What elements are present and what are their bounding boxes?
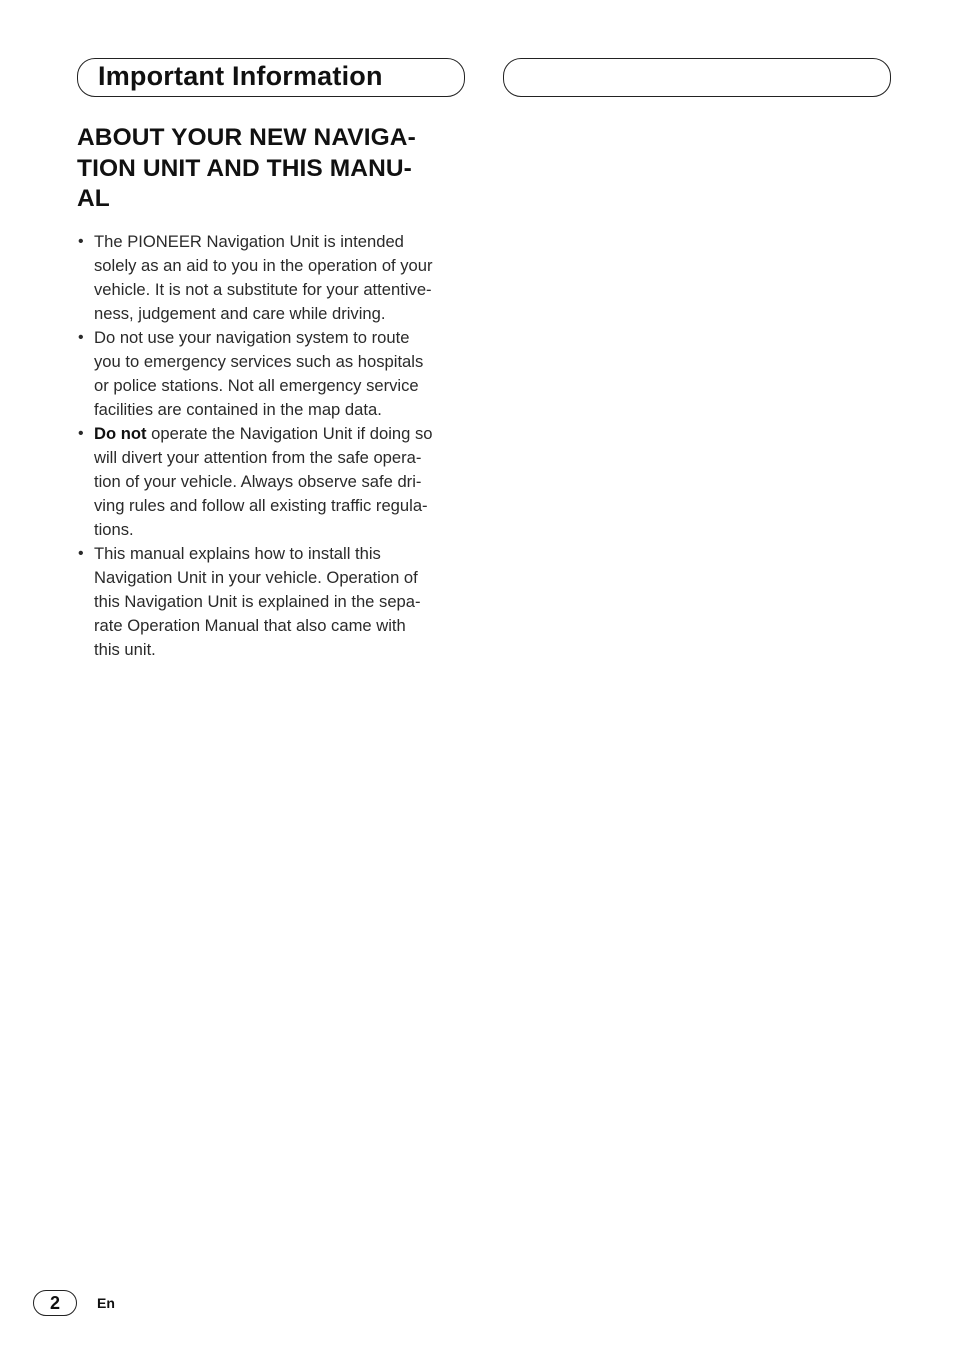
bullet-line: facilities are contained in the map data. [94, 400, 382, 419]
bullet-line: ness, judgement and care while driving. [94, 304, 386, 323]
bullet-line: rate Operation Manual that also came with [94, 616, 406, 635]
bullet-icon: • [78, 425, 84, 442]
section-heading-line: AL [77, 185, 110, 212]
bullet-line: The PIONEER Navigation Unit is intended [94, 232, 404, 251]
bullet-line: this Navigation Unit is explained in the sepa- [94, 592, 421, 611]
bullet-list [77, 230, 477, 662]
language-code: En [97, 1295, 115, 1311]
bullet-item-intended-use [77, 230, 477, 326]
bold-warning-text: Do not [94, 424, 147, 443]
section-header-box [77, 58, 465, 97]
bullet-item-emergency-services [77, 326, 477, 422]
bullet-line [94, 422, 477, 446]
section-heading-line: ABOUT YOUR NEW NAVIGA- [77, 124, 416, 151]
bullet-line: this unit. [94, 640, 156, 659]
section-heading [77, 123, 477, 215]
header-empty-box [503, 58, 891, 97]
bullet-line: tion of your vehicle. Always observe safe dri- [94, 472, 422, 491]
bullet-line: tions. [94, 520, 134, 539]
page-number: 2 [33, 1290, 77, 1316]
bullet-line-rest: operate the Navigation Unit if doing so [146, 424, 433, 443]
bullet-line: vehicle. It is not a substitute for your attentive- [94, 280, 432, 299]
section-header-title: Important Information [98, 61, 383, 91]
bullet-line: will divert your attention from the safe opera- [94, 448, 422, 467]
bullet-line: or police stations. Not all emergency service [94, 376, 419, 395]
bullet-line: solely as an aid to you in the operation of your [94, 256, 433, 275]
bullet-line: This manual explains how to install this [94, 544, 381, 563]
bullet-line: Do not use your navigation system to route [94, 328, 410, 347]
bullet-line: Navigation Unit in your vehicle. Operation of [94, 568, 418, 587]
bullet-icon: • [78, 233, 84, 250]
section-heading-line: TION UNIT AND THIS MANU- [77, 154, 412, 182]
bullet-icon: • [78, 329, 84, 346]
bullet-line: you to emergency services such as hospitals [94, 352, 424, 371]
bullet-icon: • [78, 545, 84, 562]
bullet-line: ving rules and follow all existing traffic regula- [94, 496, 428, 515]
bullet-item-do-not-operate [77, 422, 477, 542]
bullet-item-manual-scope [77, 542, 477, 662]
